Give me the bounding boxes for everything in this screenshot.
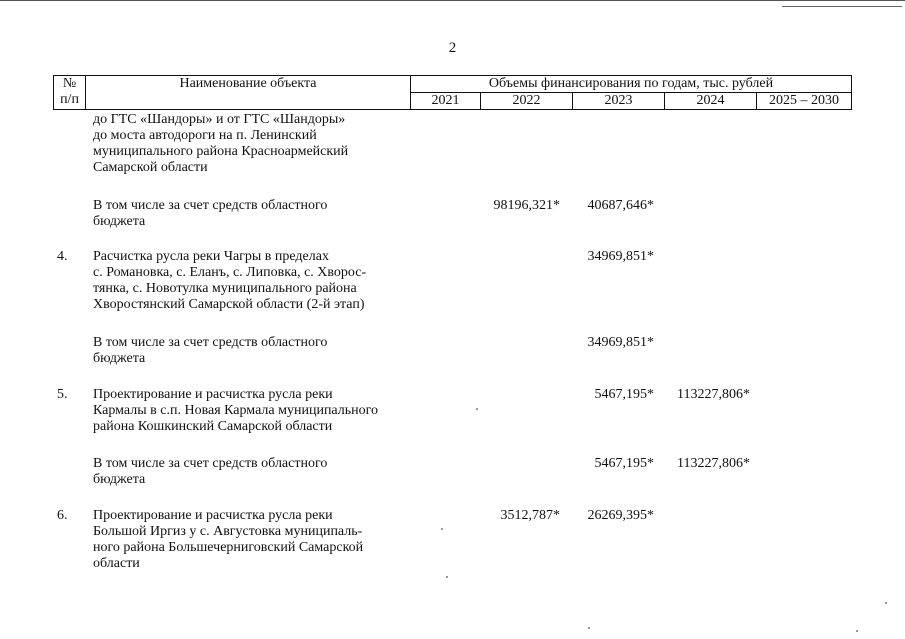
object-name: В том числе за счет средств областного бюджета: [93, 456, 328, 487]
scan-speck: [588, 627, 590, 629]
object-name: до ГТС «Шандоры» и от ГТС «Шандоры» до моста автодороги на п. Ленинский муниципального района Красноармейский Самарской области: [93, 112, 349, 175]
object-name: Расчистка русла реки Чагры в пределах с. Романовка, с. Еланъ, с. Липовка, с. Хворос- тянка, с. Новотулка муниципального района Хворостянский Самарской области (2-й этап): [93, 249, 367, 312]
top-right-rule: [782, 6, 902, 7]
row-number: 6.: [57, 508, 68, 523]
header-funding: Объемы финансирования по годам, тыс. рублей: [411, 76, 852, 93]
scan-speck: [476, 408, 478, 410]
row-number: 4.: [57, 249, 68, 264]
row-number: 5.: [57, 387, 68, 402]
scan-speck: [446, 576, 448, 578]
value-2023: 5467,195*: [594, 387, 654, 402]
value-2024: 113227,806*: [677, 456, 750, 471]
table-header: [53, 75, 852, 110]
scan-speck: [885, 602, 887, 604]
value-2023: 34969,851*: [587, 335, 654, 350]
header-year-2023: 2023: [573, 93, 665, 110]
object-name: В том числе за счет средств областного бюджета: [93, 335, 328, 366]
value-2023: 40687,646*: [587, 198, 654, 213]
scan-speck: [441, 528, 443, 530]
header-year-2021: 2021: [411, 93, 481, 110]
object-name: В том числе за счет средств областного бюджета: [93, 198, 328, 229]
header-object-name: Наименование объекта: [86, 76, 411, 110]
header-year-2025-2030: 2025 – 2030: [757, 93, 852, 110]
value-2023: 34969,851*: [587, 249, 654, 264]
header-num: № п/п: [54, 76, 86, 110]
object-name: Проектирование и расчистка русла реки Большой Иргиз у с. Августовка муниципаль- ного района Большечерниговский Самарской области: [93, 508, 364, 571]
value-2024: 113227,806*: [677, 387, 750, 402]
header-year-2022: 2022: [481, 93, 573, 110]
value-2023: 5467,195*: [594, 456, 654, 471]
page-number: 2: [448, 40, 457, 56]
object-name: Проектирование и расчистка русла реки Кармалы в с.п. Новая Кармала муниципального района Кошкинский Самарской области: [93, 387, 379, 434]
header-year-2024: 2024: [665, 93, 757, 110]
scan-speck: [856, 630, 858, 632]
value-2022: 3512,787*: [500, 508, 560, 523]
value-2023: 26269,395*: [587, 508, 654, 523]
top-border-line: [0, 0, 905, 1]
value-2022: 98196,321*: [493, 198, 560, 213]
